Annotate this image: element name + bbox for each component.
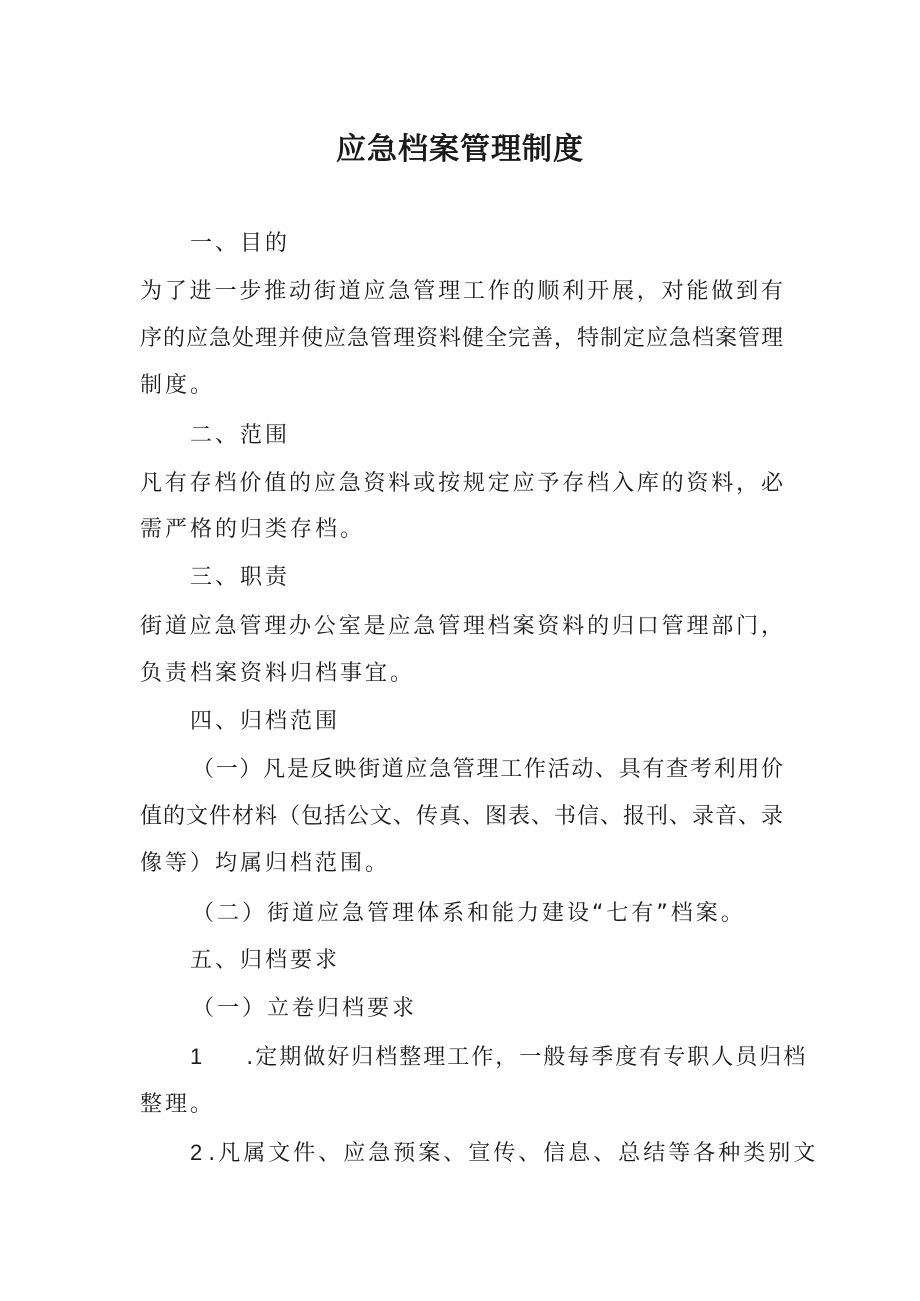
- list-item: [190, 1136, 818, 1167]
- list-item-text: .定期做好归档整理工作，一般每季度有专职人员归档: [246, 1045, 808, 1070]
- paragraph-line: 值的文件材料（包括公文、传真、图表、书信、报刊、录音、录: [140, 804, 783, 829]
- paragraph-line: 序的应急处理并使应急管理资料健全完善，特制定应急档案管理: [140, 326, 783, 351]
- list-item-number: 2: [190, 1140, 203, 1165]
- paragraph-line: （一）凡是反映街道应急管理工作活动、具有查考利用价: [192, 757, 783, 782]
- paragraph-line: 凡有存档价值的应急资料或按规定应予存档入库的资料，必: [140, 471, 783, 496]
- section-heading-scope: 二、范围: [190, 423, 291, 448]
- paragraph-line: 像等）均属归档范围。: [140, 851, 391, 876]
- paragraph-line: 为了进一步推动街道应急管理工作的顺利开展，对能做到有: [140, 279, 783, 304]
- section-heading-archive-scope: 四、归档范围: [190, 709, 341, 734]
- paragraph-line: （二）街道应急管理体系和能力建设“七有”档案。: [192, 901, 746, 926]
- paragraph-line: 需严格的归类存档。: [140, 517, 366, 542]
- paragraph-line: 负责档案资料归档事宜。: [140, 661, 416, 686]
- section-heading-duties: 三、职责: [190, 565, 291, 590]
- document-title: 应急档案管理制度: [336, 132, 584, 167]
- paragraph-line: 整理。: [140, 1092, 216, 1117]
- list-item: [190, 1040, 807, 1071]
- paragraph-line: 制度。: [140, 373, 216, 398]
- list-item-number: 1: [190, 1044, 203, 1069]
- section-heading-requirements: 五、归档要求: [190, 948, 341, 973]
- section-heading-purpose: 一、目的: [190, 231, 291, 256]
- paragraph-line: 街道应急管理办公室是应急管理档案资料的归口管理部门，: [140, 614, 783, 639]
- subsection-heading: （一）立卷归档要求: [192, 996, 418, 1021]
- list-item-text: .凡属文件、应急预案、宣传、信息、总结等各种类别文: [208, 1141, 819, 1166]
